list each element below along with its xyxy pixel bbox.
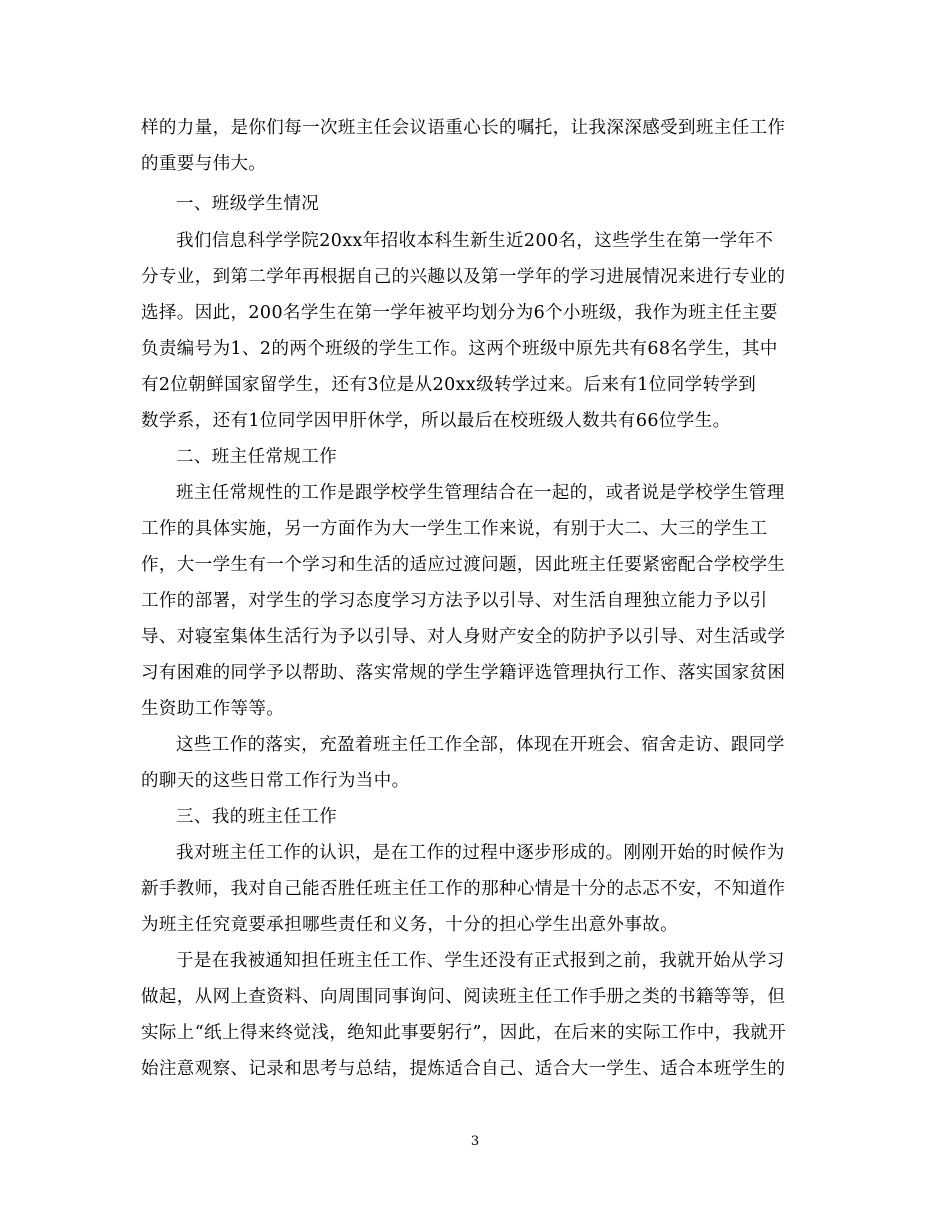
text-line: 工作的部署，对学生的学习态度学习方法予以引导、对生活自理独立能力予以引 [141, 591, 768, 611]
text-line: 的重要与伟大。 [141, 154, 267, 174]
section-heading: 三、我的班主任工作 [176, 807, 338, 827]
section-heading: 一、班级学生情况 [176, 194, 320, 214]
text-line: 作，大一学生有一个学习和生活的适应过渡问题，因此班主任要紧密配合学校学生 [141, 555, 786, 575]
text-line: 始注意观察、记录和思考与总结，提炼适合自己、适合大一学生、适合本班学生的 [141, 1059, 786, 1079]
text-line: 选择。因此，200名学生在第一学年被平均划分为6个小班级，我作为班主任主要 [141, 303, 778, 323]
text-line: 新手教师，我对自己能否胜任班主任工作的那种心情是十分的忐忑不安，不知道作 [141, 879, 786, 899]
text-line: 样的力量，是你们每一次班主任会议语重心长的嘱托，让我深深感受到班主任工作 [141, 118, 786, 138]
text-line: 班主任常规性的工作是跟学校学生管理结合在一起的，或者说是学校学生管理 [176, 483, 785, 503]
section-heading: 二、班主任常规工作 [176, 447, 338, 467]
text-line: 我们信息科学学院20xx年招收本科生新生近200名，这些学生在第一学年不 [176, 231, 774, 251]
page-number: 3 [470, 1134, 480, 1149]
text-line: 习有困难的同学予以帮助、落实常规的学生学籍评选管理执行工作、落实国家贫困 [141, 663, 786, 683]
text-line: 为班主任究竟要承担哪些责任和义务，十分的担心学生出意外事故。 [141, 915, 678, 935]
text-line: 我对班主任工作的认识，是在工作的过程中逐步形成的。刚刚开始的时候作为 [176, 843, 785, 863]
text-line: 的聊天的这些日常工作行为当中。 [141, 771, 410, 791]
text-line: 分专业，到第二学年再根据自己的兴趣以及第一学年的学习进展情况来进行专业的 [141, 267, 786, 287]
text-line: 导、对寝室集体生活行为予以引导、对人身财产安全的防护予以引导、对生活或学 [141, 627, 786, 647]
text-line: 这些工作的落实，充盈着班主任工作全部，体现在开班会、宿舍走访、跟同学 [176, 735, 785, 755]
text-line: 实际上“纸上得来终觉浅，绝知此事要躬行”，因此，在后来的实际工作中，我就开 [141, 1023, 787, 1043]
text-line: 于是在我被通知担任班主任工作、学生还没有正式报到之前，我就开始从学习 [176, 951, 785, 971]
text-line: 有2位朝鲜国家留学生，还有3位是从20xx级转学过来。后来有1位同学转学到 [141, 375, 757, 395]
text-line: 数学系，还有1位同学因甲肝休学，所以最后在校班级人数共有66位学生。 [141, 411, 731, 431]
text-line: 做起，从网上查资料、向周围同事询问、阅读班主任工作手册之类的书籍等等，但 [141, 987, 786, 1007]
text-line: 生资助工作等等。 [141, 699, 285, 719]
text-line: 工作的具体实施，另一方面作为大一学生工作来说，有别于大二、大三的学生工 [141, 519, 768, 539]
text-line: 负责编号为1、2的两个班级的学生工作。这两个班级中原先共有68名学生，其中 [141, 339, 778, 359]
